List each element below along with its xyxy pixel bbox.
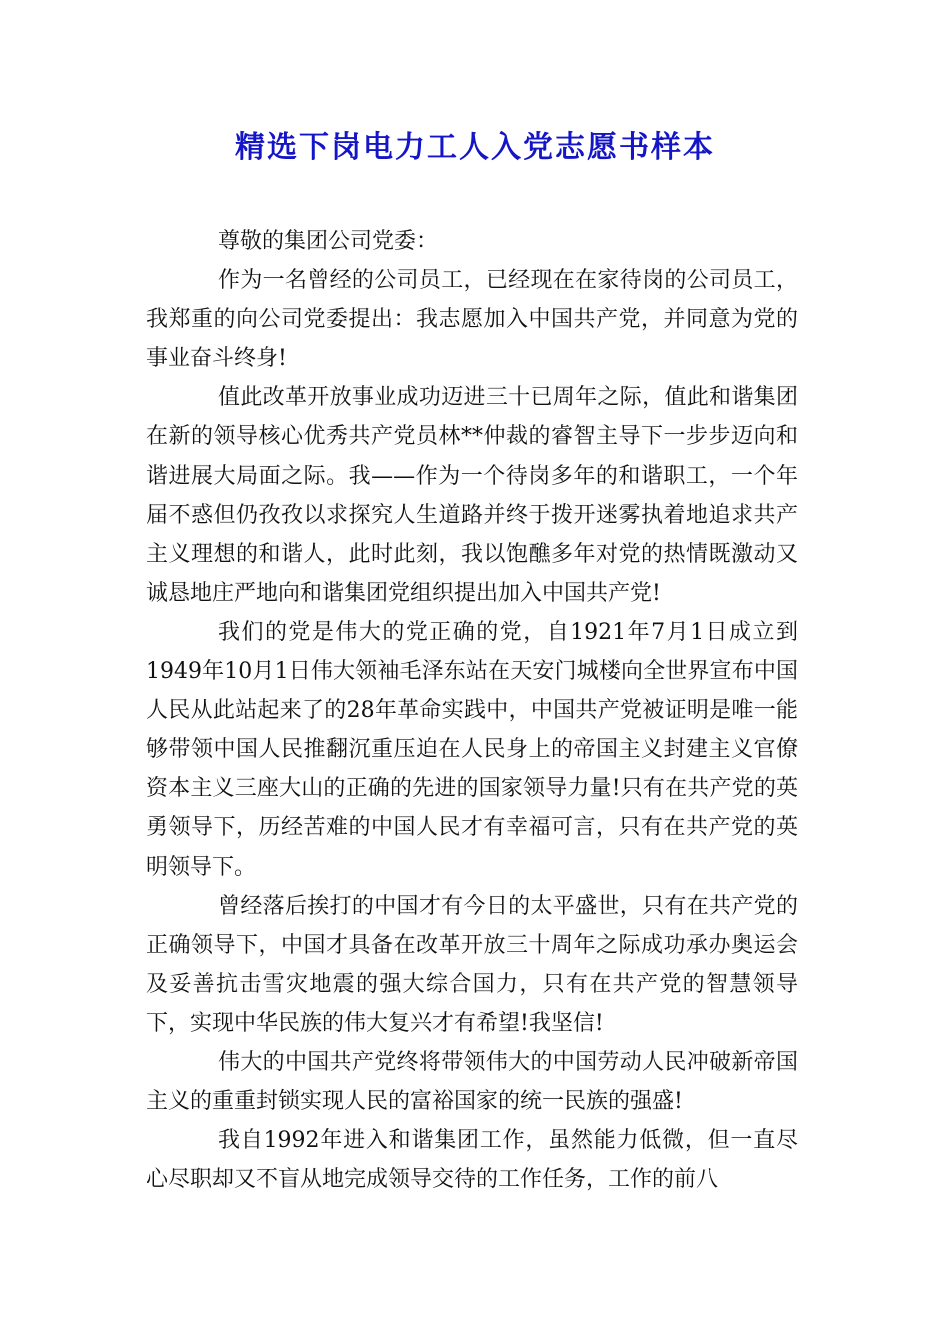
paragraph-4: 曾经落后挨打的中国才有今日的太平盛世，只有在共产党的正确领导下，中国才具备在改革开放三十周年之际成功承办奥运会及妥善抗击雪灾地震的强大综合国力，只有在共产党的智慧领导下，实现中华民族的伟大复兴才有希望!我坚信!: [146, 893, 798, 1036]
paragraph-5: 伟大的中国共产党终将带领伟大的中国劳动人民冲破新帝国主义的重重封锁实现人民的富裕国家的统一民族的强盛!: [146, 1049, 798, 1115]
document-title: 精选下岗电力工人入党志愿书样本: [235, 130, 715, 165]
salutation: 尊敬的集团公司党委：: [218, 229, 439, 254]
document-body: [146, 222, 798, 1199]
paragraph-2: 值此改革开放事业成功迈进三十已周年之际，值此和谐集团在新的领导核心优秀共产党员林**仲裁的睿智主导下一步步迈向和谐进展大局面之际。我——作为一个待岗多年的和谐职工，一个年届不惑但仍孜孜以求探究人生道路并终于拨开迷雾执着地追求共产主义理想的和谐人，此时此刻，我以饱醮多年对党的热情既激动又诚恳地庄严地向和谐集团党组织提出加入中国共产党!: [146, 385, 798, 606]
paragraph-6: 我自1992年进入和谐集团工作，虽然能力低微，但一直尽心尽职却又不盲从地完成领导交待的工作任务，工作的前八: [146, 1128, 798, 1193]
paragraph-1: 作为一名曾经的公司员工，已经现在在家待岗的公司员工，我郑重的向公司党委提出：我志愿加入中国共产党，并同意为党的事业奋斗终身!: [146, 268, 798, 372]
paragraph-3: 我们的党是伟大的党正确的党，自1921年7月1日成立到1949年10月1日伟大领袖毛泽东站在天安门城楼向全世界宣布中国人民从此站起来了的28年革命实践中，中国共产党被证明是唯一能够带领中国人民推翻沉重压迫在人民身上的帝国主义封建主义官僚资本主义三座大山的正确的先进的国家领导力量!只有在共产党的英勇领导下，历经苦难的中国人民才有幸福可言，只有在共产党的英明领导下。: [146, 619, 798, 880]
